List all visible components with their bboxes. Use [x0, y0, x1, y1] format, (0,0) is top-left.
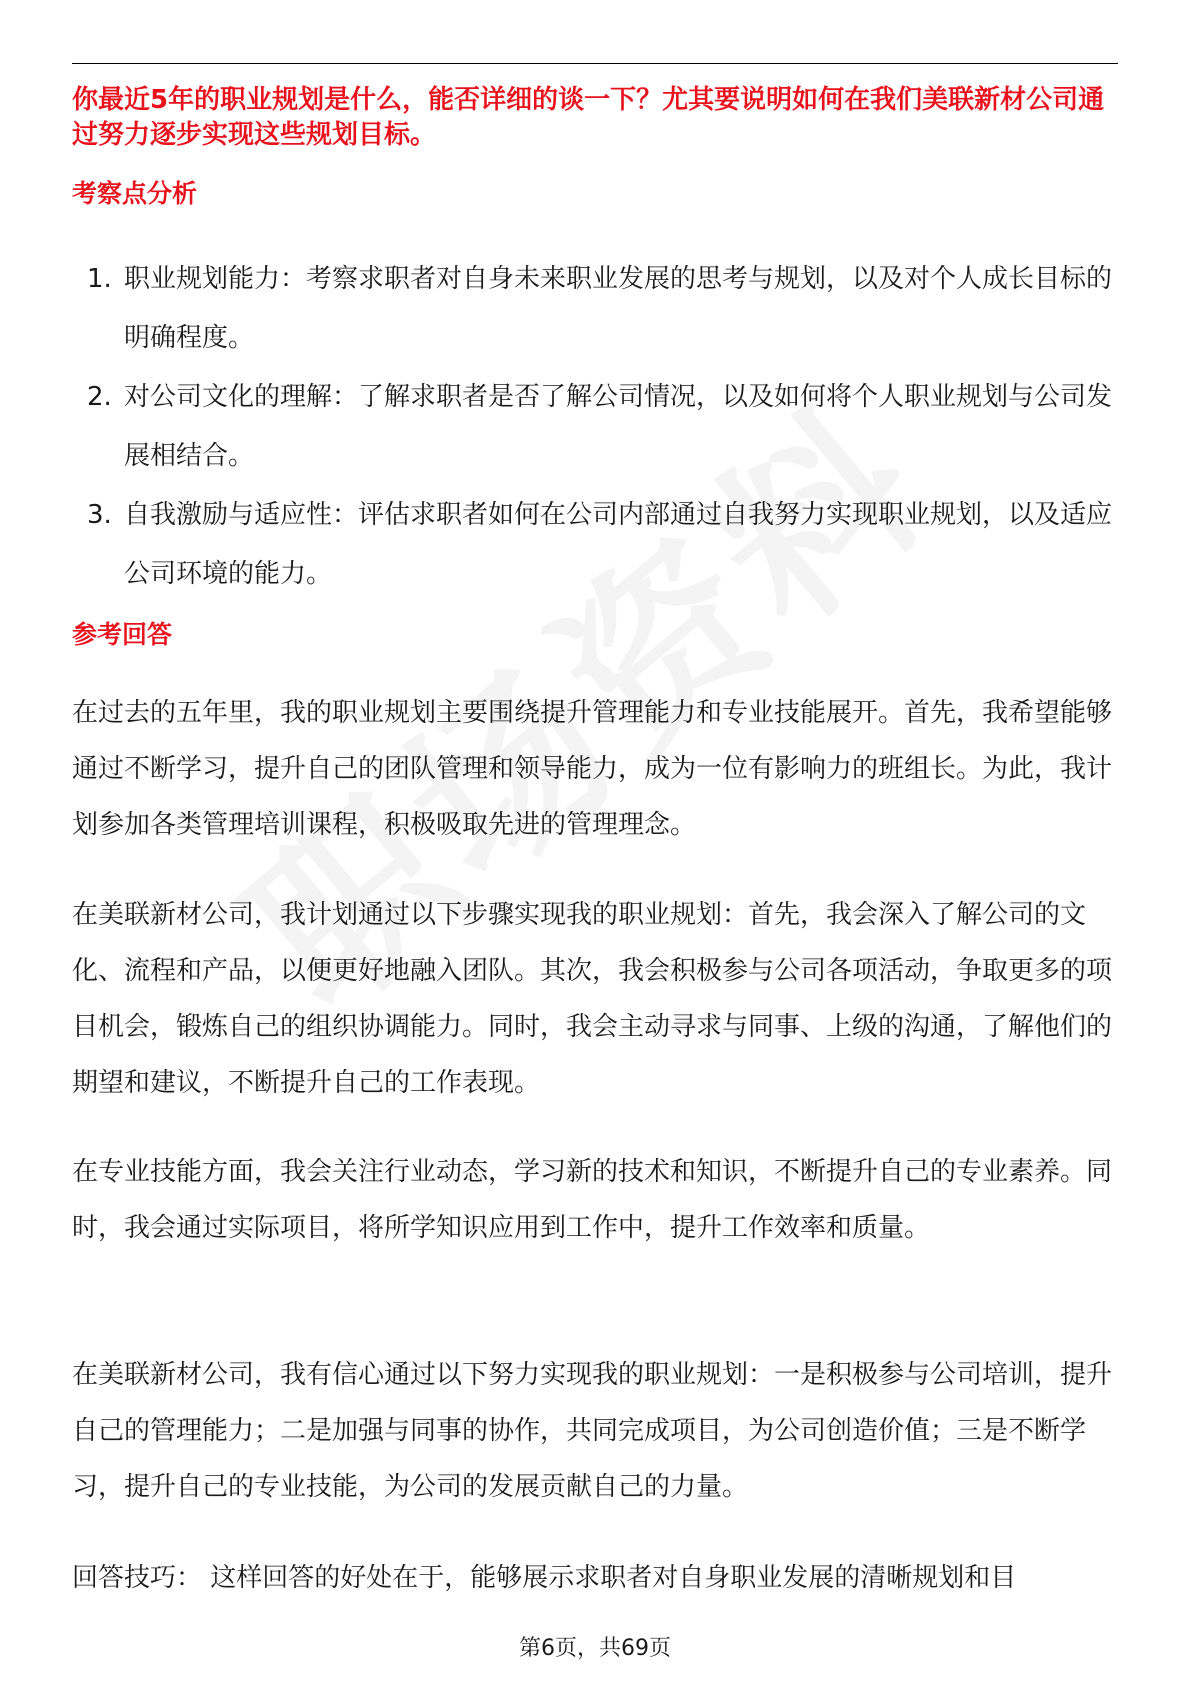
list-item-text: 职业规划能力：考察求职者对自身未来职业发展的思考与规划，以及对个人成长目标的明确程度。	[124, 264, 1113, 353]
question-heading: 你最近5年的职业规划是什么，能否详细的谈一下？尤其要说明如何在我们美联新材公司通过努力逐步实现这些规划目标。	[72, 85, 1105, 150]
list-number: 2.	[87, 382, 112, 412]
list-number: 3.	[87, 500, 112, 530]
list-number: 1.	[87, 264, 112, 294]
analysis-list	[72, 250, 1120, 604]
list-item-text: 对公司文化的理解：了解求职者是否了解公司情况，以及如何将个人职业规划与公司发展相结合。	[124, 382, 1113, 471]
page-number: 第6页，共69页	[519, 1636, 671, 1661]
list-item	[72, 486, 1120, 604]
answer-paragraph: 在美联新材公司，我计划通过以下步骤实现我的职业规划：首先，我会深入了解公司的文化、流程和产品，以便更好地融入团队。其次，我会积极参与公司各项活动，争取更多的项目机会，锻炼自己的组织协调能力。同时，我会主动寻求与同事、上级的沟通，了解他们的期望和建议，不断提升自己的工作表现。	[72, 900, 1113, 1098]
answer-paragraph: 在过去的五年里，我的职业规划主要围绕提升管理能力和专业技能展开。首先，我希望能够通过不断学习，提升自己的团队管理和领导能力，成为一位有影响力的班组长。为此，我计划参加各类管理培训课程，积极吸取先进的管理理念。	[72, 698, 1113, 840]
list-item	[72, 250, 1120, 368]
list-item	[72, 368, 1120, 486]
answer-paragraph: 在美联新材公司，我有信心通过以下努力实现我的职业规划：一是积极参与公司培训，提升自己的管理能力；二是加强与同事的协作，共同完成项目，为公司创造价值；三是不断学习，提升自己的专业技能，为公司的发展贡献自己的力量。	[72, 1360, 1113, 1502]
answer-heading: 参考回答	[72, 620, 173, 649]
answer-tips-paragraph: 回答技巧： 这样回答的好处在于，能够展示求职者对自身职业发展的清晰规划和目	[72, 1563, 1017, 1593]
header-rule	[72, 63, 1118, 64]
analysis-heading: 考察点分析	[72, 179, 198, 208]
list-item-text: 自我激励与适应性：评估求职者如何在公司内部通过自我努力实现职业规划，以及适应公司环境的能力。	[124, 500, 1113, 589]
answer-paragraph: 在专业技能方面，我会关注行业动态，学习新的技术和知识，不断提升自己的专业素养。同时，我会通过实际项目，将所学知识应用到工作中，提升工作效率和质量。	[72, 1157, 1113, 1243]
